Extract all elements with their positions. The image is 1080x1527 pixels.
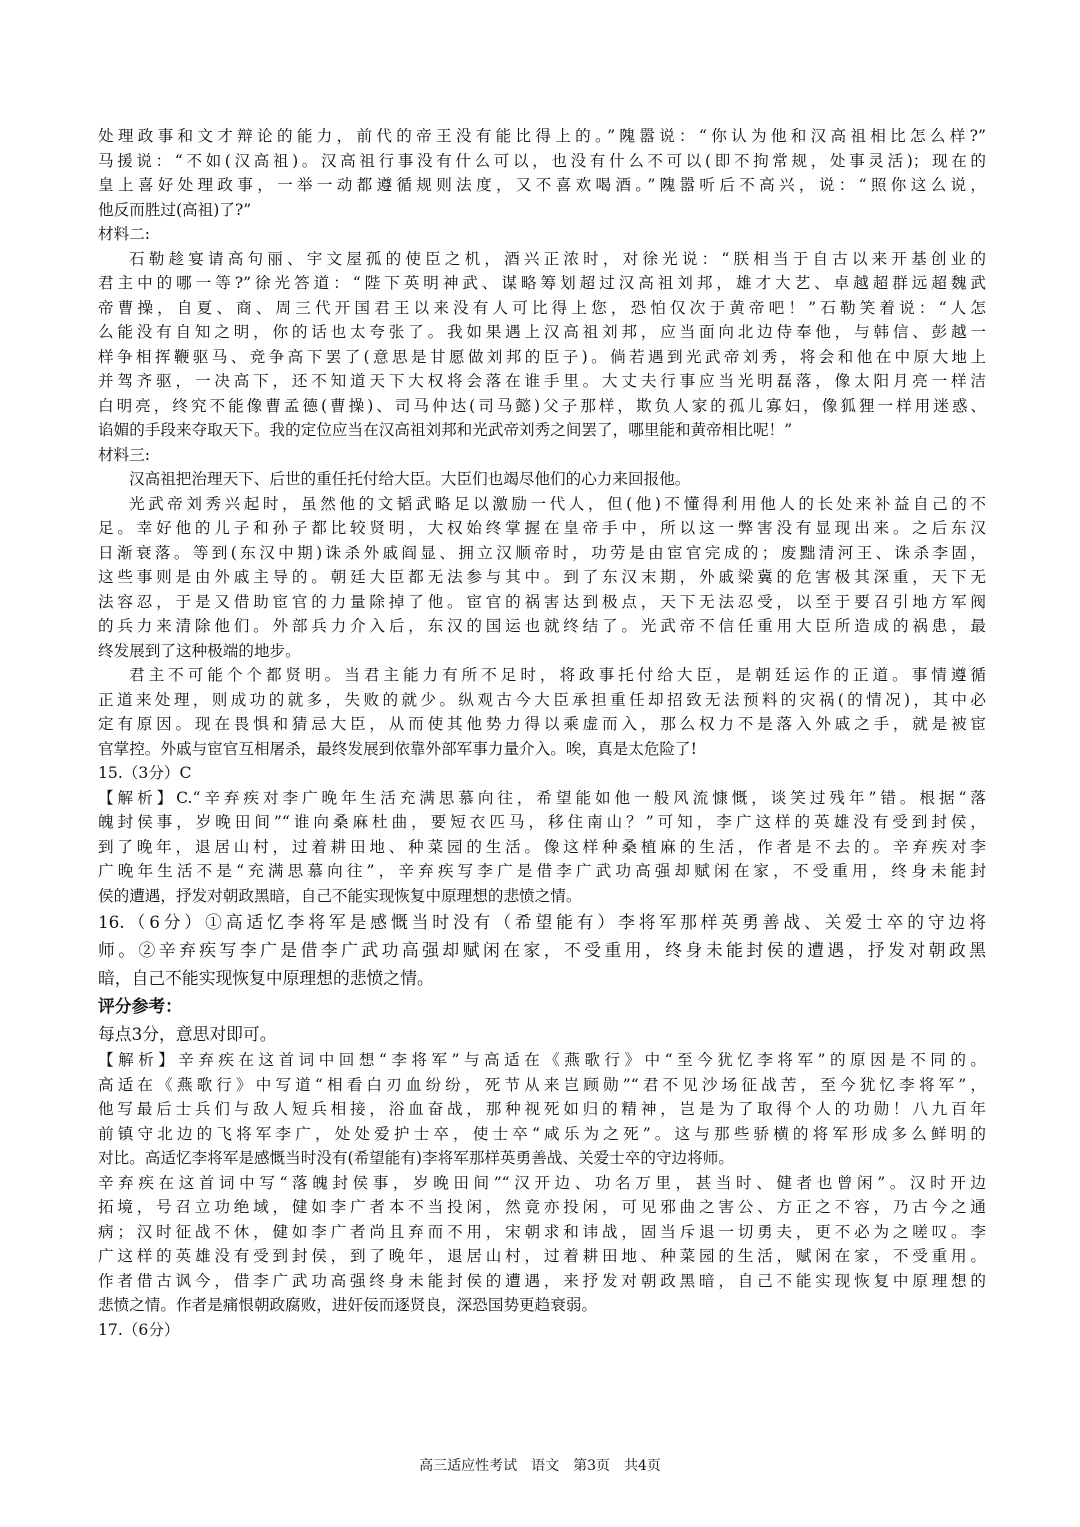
text-line: 他反而胜过(高祖)了?”: [98, 200, 252, 219]
text-line: 处理政事和文才辩论的能力，前代的帝王没有能比得上的。”隗嚣说：“你认为他和汉高祖相比怎么样?”: [98, 127, 986, 145]
text-line: 作者借古讽今，借李广武功高强终身未能封侯的遭遇，来抒发对朝政黑暗，自己不能实现恢复中原理想的: [98, 1271, 986, 1290]
text-line: 帝曹操，自夏、商、周三代开国君王以来没有人可比得上您，恐怕仅次于黄帝吧！”石勒笑着说：“人怎: [98, 298, 986, 317]
page-footer: 高三适应性考试 语文 第3页 共4页: [419, 1458, 661, 1474]
text-line: 17.（6分）: [98, 1320, 180, 1339]
text-line: 魄封侯事，岁晚田间”“谁向桑麻杜曲，要短衣匹马，移住南山？”可知，李广这样的英雄没有受到封侯，: [98, 813, 986, 831]
text-line: 马援说：“不如(汉高祖)。汉高祖行事没有什么可以，也没有什么不可以(即不拘常规，处事灵活)；现在的: [98, 151, 986, 170]
text-line: 辛弃疾在这首词中写“落魄封侯事，岁晚田间”“汉开边、功名万里，甚当时、健者也曾闲”。汉时开边: [98, 1173, 986, 1192]
text-line: 的兵力来清除他们。外部兵力介入后，东汉的国运也就终结了。光武帝不信任重用大臣所造成的祸患，最: [98, 617, 986, 635]
text-line: 石勒趁宴请高句丽、宇文屋孤的使臣之机，酒兴正浓时，对徐光说：“朕相当于自古以来开基创业的: [129, 249, 986, 268]
text-line: 样争相挥鞭驱马、竞争高下罢了(意思是甘愿做刘邦的臣子)。倘若遇到光武帝刘秀，将会和他在中原大地上: [98, 347, 986, 366]
text-line: 广晚年生活不是“充满思慕向往”，辛弃疾写李广是借李广武功高强却赋闲在家，不受重用，终身未能封: [98, 862, 986, 880]
text-line: 悲愤之情。作者是痛恨朝政腐败，进奸佞而逐贤良，深恐国势更趋衰弱。: [98, 1296, 598, 1314]
text-line: 么能没有自知之明，你的话也太夸张了。我如果遇上汉高祖刘邦，应当面向北边侍奉他，与韩信、彭越一: [98, 323, 986, 341]
text-line: 法容忍，于是又借助宦官的力量除掉了他。宦官的祸害达到极点，天下无法忍受，以至于要召引地方军阀: [98, 592, 986, 611]
text-line: 并驾齐驱，一决高下，还不知道天下大权将会落在谁手里。大丈夫行事应当光明磊落，像太阳月亮一样洁: [98, 372, 986, 390]
text-line: 【解析】辛弃疾在这首词中回想“李将军”与高适在《燕歌行》中“至今犹忆李将军”的原因是不同的。: [98, 1051, 986, 1069]
text-line: 评分参考：: [98, 996, 182, 1016]
text-line: 足。幸好他的儿子和孙子都比较贤明，大权始终掌握在皇帝手中，所以这一弊害没有显现出来。之后东汉: [98, 519, 986, 537]
text-line: 15.（3分）C: [98, 764, 192, 782]
text-line: 日渐衰落。等到(东汉中期)诛杀外戚阎显、拥立汉顺帝时，功劳是由宦官完成的；废黜清河王、诛杀李固，: [98, 543, 986, 562]
text-line: 君主中的哪一等?”徐光答道：“陛下英明神武、谋略筹划超过汉高祖刘邦，雄才大艺、卓越超群远超魏武: [98, 274, 986, 292]
text-line: 到了晚年，退居山村，过着耕田地、种菜园的生活。像这样种桑植麻的生活，作者是不去的。辛弃疾对李: [98, 837, 986, 856]
text-line: 侯的遭遇，抒发对朝政黑暗，自己不能实现恢复中原理想的悲愤之情。: [98, 886, 582, 905]
text-line: 师。②辛弃疾写李广是借李广武功高强却赋闲在家，不受重用，终身未能封侯的遭遇，抒发对朝政黑: [98, 940, 986, 960]
text-line: 拓境，号召立功绝域，健如李广者本不当投闲，然竟亦投闲，可见邪曲之害公、方正之不容，乃古今之通: [98, 1198, 986, 1216]
text-line: 【解析】C.“辛弃疾对李广晚年生活充满思慕向往，希望能如他一般风流慷慨，谈笑过残年”错。根据“落: [98, 788, 986, 807]
text-line: 君主不可能个个都贤明。当君主能力有所不足时，将政事托付给大臣，是朝廷运作的正道。事情遵循: [129, 666, 986, 684]
text-line: 终发展到了这种极端的地步。: [98, 641, 301, 660]
text-line: 官掌控。外戚与宦官互相屠杀，最终发展到依靠外部军事力量介入。唉，真是太危险了!: [98, 739, 697, 758]
text-line: 材料二:: [98, 225, 151, 243]
text-line: 定有原因。现在畏惧和猜忌大臣，从而使其他势力得以乘虚而入，那么权力不是落入外戚之手，就是被宦: [98, 715, 986, 733]
text-line: 皇上喜好处理政事，一举一动都遵循规则法度，又不喜欢喝酒。”隗嚣听后不高兴，说：“照你这么说，: [98, 176, 986, 194]
text-line: 材料三:: [98, 445, 151, 464]
text-line: 白明亮，终究不能像曹孟德(曹操)、司马仲达(司马懿)父子那样，欺负人家的孤儿寡妇，像狐狸一样用迷惑、: [98, 396, 986, 415]
text-line: 前镇守北边的飞将军李广，处处爱护士卒，使士卒“咸乐为之死”。这与那些骄横的将军形成多么鲜明的: [98, 1124, 986, 1143]
text-line: 汉高祖把治理天下、后世的重任托付给大臣。大臣们也竭尽他们的心力来回报他。: [129, 470, 691, 488]
text-line: 暗，自己不能实现恢复中原理想的悲愤之情。: [98, 968, 434, 988]
text-line: 病；汉时征战不休，健如李广者尚且弃而不用，宋朝求和讳战，固当斥退一切勇夫，更不必为之嗟叹。李: [98, 1222, 986, 1241]
text-line: 光武帝刘秀兴起时，虽然他的文韬武略足以激励一代人，但(他)不懂得利用他人的长处来补益自己的不: [129, 494, 986, 513]
text-line: 正道来处理，则成功的就多，失败的就少。纵观古今大臣承担重任却招致无法预料的灾祸(的情况)，其中必: [98, 690, 986, 709]
text-line: 高适在《燕歌行》中写道“相看白刃血纷纷，死节从来岂顾勋”“君不见沙场征战苦，至今犹忆李将军”，: [98, 1075, 986, 1094]
text-line: 这些事则是由外戚主导的。朝廷大臣都无法参与其中。到了东汉末期，外戚梁冀的危害极其深重，天下无: [98, 568, 986, 586]
text-line: 广这样的英雄没有受到封侯，到了晚年，退居山村，过着耕田地、种菜园的生活，赋闲在家，不受重用。: [98, 1247, 986, 1265]
text-line: 16.（6分）①高适忆李将军是感慨当时没有（希望能有）李将军那样英勇善战、关爱士卒的守边将: [98, 912, 986, 932]
document-body: [98, 124, 986, 1342]
text-line: 对比。高适忆李将军是感慨当时没有(希望能有)李将军那样英勇善战、关爱士卒的守边将师。: [98, 1149, 734, 1167]
text-line: 每点3分，意思对即可。: [98, 1024, 277, 1044]
text-line: 谄媚的手段来夺取天下。我的定位应当在汉高祖刘邦和光武帝刘秀之间罢了，哪里能和黄帝相比呢！”: [98, 421, 793, 439]
text-line: 他写最后士兵们与敌人短兵相接，浴血奋战，那种视死如归的精神，岂是为了取得个人的功勋！八九百年: [98, 1100, 986, 1118]
